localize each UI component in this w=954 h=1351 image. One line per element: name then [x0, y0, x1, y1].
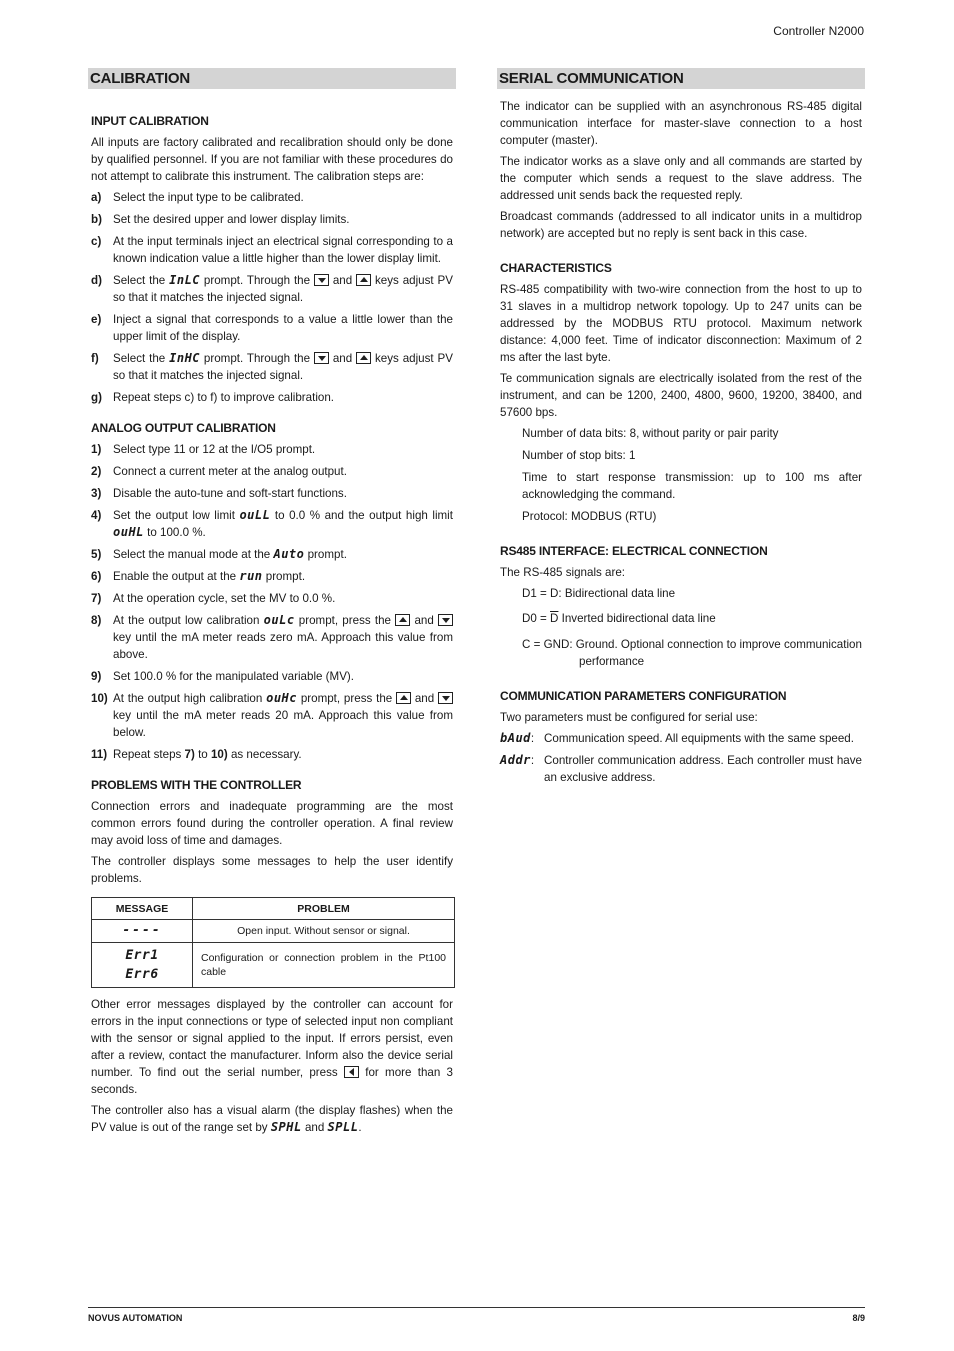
right-column — [497, 68, 865, 791]
step-item: 7) At the operation cycle, set the MV to 0.0 %. — [91, 592, 336, 605]
input-calibration-intro: All inputs are factory calibrated and recalibration should only be done by qualified personnel. If you are not familiar with these procedures do not attempt to calibrate this instrument. The calibration steps are: — [91, 136, 453, 183]
section-title-calibration: CALIBRATION — [88, 68, 456, 89]
display-code-oulc: ouLc — [263, 613, 295, 627]
section-title-serial-communication: SERIAL COMMUNICATION — [497, 68, 865, 89]
characteristics-paragraph-1: RS-485 compatibility with two-wire connection from the host to up to 31 slaves in a multidrop network topology. Up to 247 units can be addressed by the MODBUS RTU protocol. Maximum network distance: 4,000 feet. Time of indicator disconnection: Maximum of 2 ms after the last byte. — [500, 283, 862, 364]
problems-paragraph-4: The controller also has a visual alarm (the display flashes) when the PV value is out of the range set by SPHL and SPLL. — [91, 1104, 453, 1134]
characteristics-data-bits: Number of data bits: 8, without parity or pair parity — [522, 427, 779, 440]
serial-paragraph-2: The indicator works as a slave only and all commands are started by the computer which sends a request to the slave address. The addressed unit sends back the requested reply. — [500, 155, 862, 202]
footer-company: NOVUS AUTOMATION — [88, 1313, 183, 1323]
step-item: e) Inject a signal that corresponds to a value a little lower than the upper limit of the display. — [91, 313, 453, 343]
heading-problems: PROBLEMS WITH THE CONTROLLER — [91, 778, 302, 792]
document-header-title: Controller N2000 — [773, 24, 864, 38]
step-item: 5) Select the manual mode at the Auto prompt. — [91, 547, 347, 561]
step-item: b) Set the desired upper and lower display limits. — [91, 213, 350, 226]
footer-page-number: 8/9 — [852, 1313, 865, 1323]
display-code-addr: Addr — [500, 753, 531, 767]
step-item: 6) Enable the output at the run prompt. — [91, 569, 306, 583]
table-header-message: MESSAGE — [92, 898, 193, 920]
display-code-ouhc: ouHc — [266, 691, 298, 705]
up-key-icon — [356, 274, 371, 286]
display-code-inlc: InLC — [169, 273, 201, 287]
display-code-ouhl: ouHL — [113, 525, 144, 539]
up-key-icon — [396, 692, 411, 704]
step-item: a) Select the input type to be calibrated. — [91, 191, 304, 204]
step-item: 8) At the output low calibration ouLc prompt, press the and key until the mA meter reads zero mA. Approach this value from above. — [91, 613, 453, 661]
problems-paragraph-1: Connection errors and inadequate programming are the most common errors found during the controller operation. A final review may avoid loss of time and damages. — [91, 800, 453, 847]
characteristics-protocol: Protocol: MODBUS (RTU) — [522, 510, 657, 523]
characteristics-stop-bits: Number of stop bits: 1 — [522, 449, 636, 462]
heading-input-calibration: INPUT CALIBRATION — [91, 114, 209, 128]
display-code-auto: Auto — [273, 547, 305, 561]
param-addr: Addr: Controller communication address. Each controller must have an exclusive address. — [500, 753, 862, 784]
table-row: ---- Open input. Without sensor or signal. — [92, 920, 455, 943]
message-open-input: ---- — [122, 923, 162, 938]
down-key-icon — [314, 274, 329, 286]
step-item: 9) Set 100.0 % for the manipulated variable (MV). — [91, 670, 355, 683]
step-item: 3) Disable the auto-tune and soft-start functions. — [91, 487, 347, 500]
step-item: c) At the input terminals inject an electrical signal corresponding to a known indication value a little higher than the lower display limit. — [91, 235, 453, 265]
heading-analog-output-calibration: ANALOG OUTPUT CALIBRATION — [91, 421, 276, 435]
page-footer — [88, 1307, 865, 1327]
comm-params-intro: Two parameters must be configured for serial use: — [500, 711, 758, 724]
step-item: 1) Select type 11 or 12 at the I/O5 prompt. — [91, 443, 316, 456]
display-code-inhc: InHC — [169, 351, 201, 365]
display-code-oull: ouLL — [239, 508, 271, 522]
param-baud: bAud: Communication speed. All equipments with the same speed. — [500, 731, 854, 745]
display-code-baud: bAud — [500, 731, 531, 745]
error-message-table — [91, 897, 455, 988]
rs485-gnd: C = GND: Ground. Optional connection to improve communication performance — [522, 638, 862, 668]
message-err6: Err6 — [125, 967, 159, 982]
step-item: 10) At the output high calibration ouHc prompt, press the and key until the mA meter reads 20 mA. Approach this value from below. — [91, 691, 453, 739]
analog-calibration-steps — [88, 441, 456, 763]
step-item: g) Repeat steps c) to f) to improve calibration. — [91, 391, 335, 404]
heading-rs485: RS485 INTERFACE: ELECTRICAL CONNECTION — [500, 544, 768, 558]
rs485-d1: D1 = D: Bidirectional data line — [522, 587, 676, 600]
display-code-spll: SPLL — [327, 1120, 359, 1134]
step-item: 2) Connect a current meter at the analog output. — [91, 465, 347, 478]
up-key-icon — [356, 352, 371, 364]
table-row: Err1 Err6 Configuration or connection problem in the Pt100 cable — [92, 943, 455, 988]
rs485-d0: $D0 = \overline{D}$ Inverted bidirectional data line — [522, 612, 716, 625]
up-key-icon — [395, 614, 410, 626]
serial-paragraph-3: Broadcast commands (addressed to all indicator units in a multidrop network) are accepted but no reply is sent back in this case. — [500, 210, 862, 240]
problems-paragraph-2: The controller displays some messages to help the user identify problems. — [91, 855, 453, 885]
display-code-sphl: SPHL — [270, 1120, 302, 1134]
message-err1: Err1 — [125, 948, 159, 963]
down-key-icon — [314, 352, 329, 364]
rs485-intro: The RS-485 signals are: — [500, 566, 626, 579]
heading-characteristics: CHARACTERISTICS — [500, 261, 612, 275]
table-header-problem: PROBLEM — [193, 898, 455, 920]
left-column — [88, 68, 456, 1140]
down-key-icon — [438, 692, 453, 704]
down-key-icon — [438, 614, 453, 626]
step-item: 11) Repeat steps 7) to 10) as necessary. — [91, 748, 302, 761]
heading-comm-params: COMMUNICATION PARAMETERS CONFIGURATION — [500, 689, 787, 703]
step-item: f) Select the InHC prompt. Through the and keys adjust PV so that it matches the injected signal. — [91, 351, 453, 382]
serial-paragraph-1: The indicator can be supplied with an asynchronous RS-485 digital communication interface for master-slave connection to a host computer (master). — [500, 100, 862, 147]
problems-paragraph-3: Other error messages displayed by the controller can account for errors in the input connections or type of selected input non compliant with the sensor or signal applied to the input. If errors persist, even after a review, contact the manufacturer. Inform also the device serial number. To find out the serial number, press for more than 3 seconds. — [91, 998, 453, 1096]
back-key-icon — [344, 1066, 359, 1078]
step-item: d) Select the InLC prompt. Through the and keys adjust PV so that it matches the injected signal. — [91, 273, 453, 304]
input-calibration-steps — [88, 189, 456, 406]
display-code-run: run — [239, 569, 263, 583]
step-item: 4) Set the output low limit ouLL to 0.0 % and the output high limit ouHL to 100.0 %. — [91, 508, 453, 539]
characteristics-paragraph-2: Te communication signals are electrically isolated from the rest of the instrument, and can be 1200, 2400, 4800, 9600, 19200, 38400, and 57600 bps. — [500, 372, 862, 419]
characteristics-response-time: Time to start response transmission: up to 100 ms after acknowledging the command. — [522, 471, 862, 501]
